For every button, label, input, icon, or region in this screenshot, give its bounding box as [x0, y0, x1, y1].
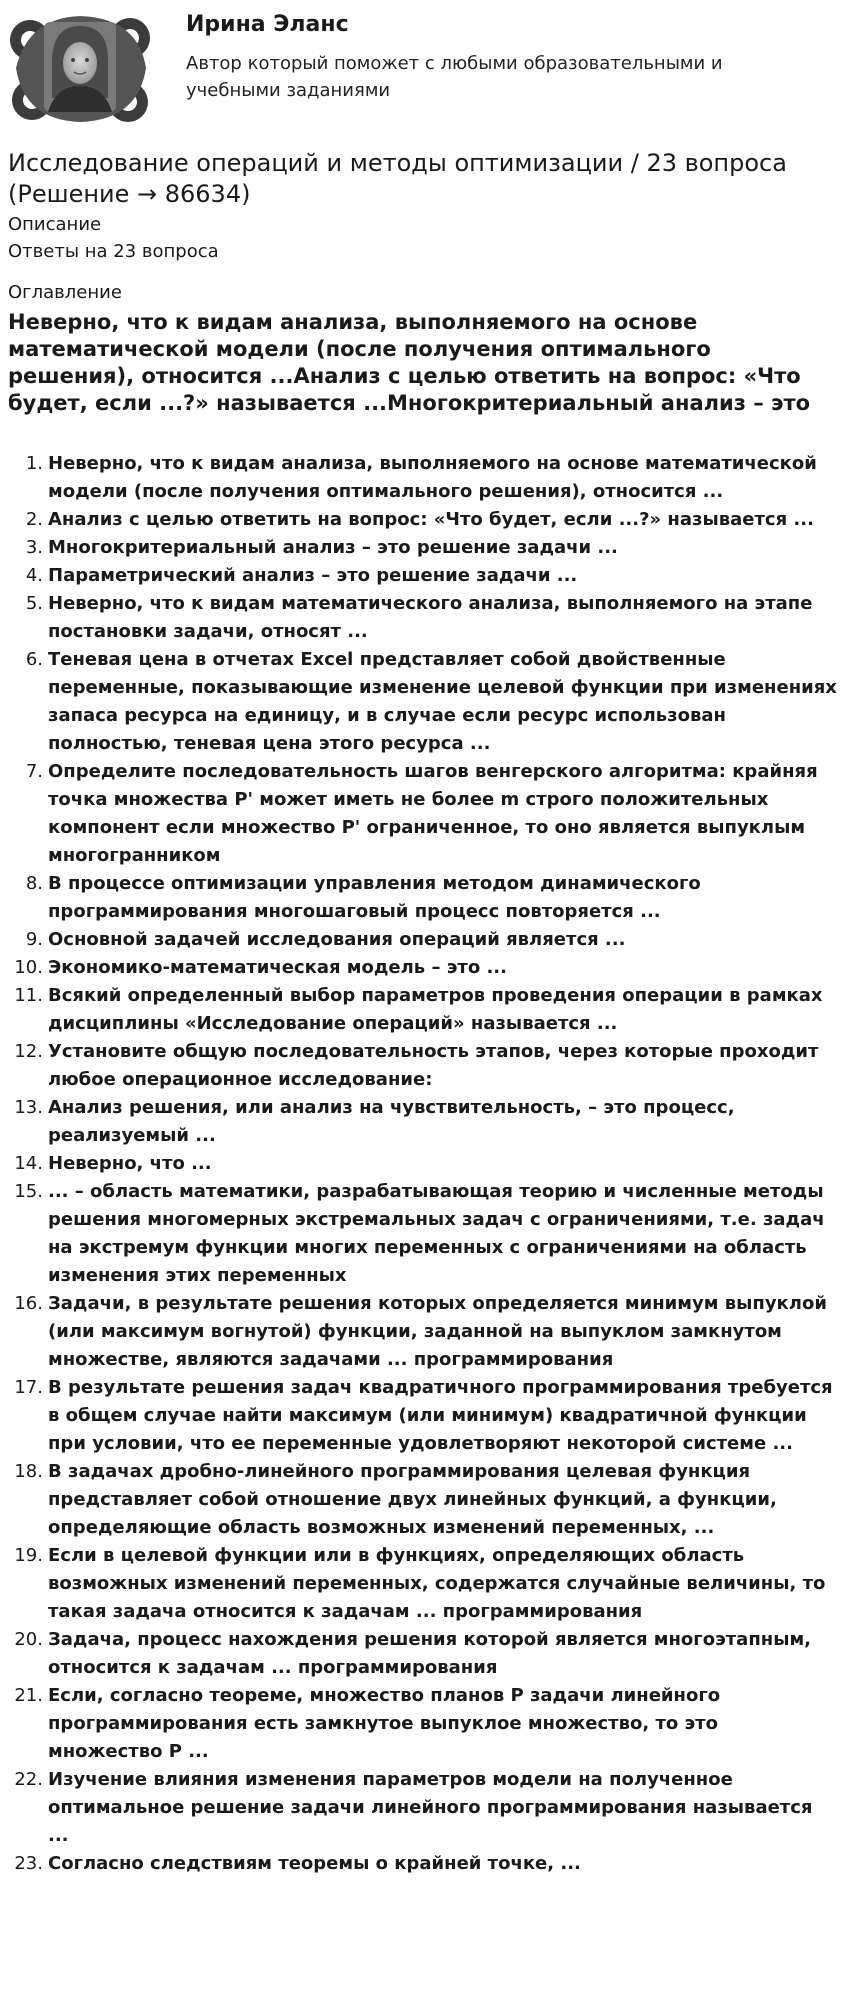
list-item-text: Теневая цена в отчетах Excel представляет собой двойственные переменные, показывающие изменение целевой функции при изменениях запаса ресурса на единицу, и в случае если ресурс использован полностью, теневая цена этого ресурса ... — [48, 649, 837, 754]
list-item-text: Экономико-математическая модель – это ... — [48, 957, 507, 978]
list-item-number: 18. — [14, 1461, 43, 1482]
list-item-text: Задачи, в результате решения которых определяется минимум выпуклой (или максимум вогнутой) функции, заданной на выпуклом замкнутом множестве, являются задачами ... программирования — [48, 1293, 827, 1370]
list-item-number: 19. — [14, 1545, 43, 1566]
avatar-image — [8, 8, 153, 126]
list-item — [0, 926, 847, 954]
list-item — [0, 1374, 847, 1458]
list-item-number: 20. — [14, 1629, 43, 1650]
list-item — [0, 534, 847, 562]
list-item — [0, 954, 847, 982]
list-item-number: 21. — [14, 1685, 43, 1706]
avatar[interactable] — [8, 8, 153, 126]
questions-list — [0, 450, 847, 1878]
list-item — [0, 982, 847, 1038]
list-item-number: 14. — [14, 1153, 43, 1174]
toc-heading: Неверно, что к видам анализа, выполняемого на основе математической модели (после получения оптимального решения), относится ...Анализ с целью ответить на вопрос: «Что будет, если ...?» называется ...Многокритериальный анализ – это — [8, 310, 811, 415]
description-label: Описание — [8, 214, 102, 235]
description-text: Ответы на 23 вопроса — [8, 241, 219, 262]
list-item-text: Если в целевой функции или в функциях, определяющих область возможных изменений переменных, содержатся случайные величины, то такая задача относится к задачам ... программирования — [48, 1545, 826, 1622]
list-item-number: 10. — [14, 957, 43, 978]
list-item — [0, 1038, 847, 1094]
list-item-text: Изучение влияния изменения параметров модели на полученное оптимальное решение задачи линейного программирования называется ... — [48, 1769, 813, 1846]
list-item-text: Неверно, что к видам математического анализа, выполняемого на этапе постановки задачи, относят ... — [48, 593, 813, 642]
list-item — [0, 1682, 847, 1766]
list-item-number: 22. — [14, 1769, 43, 1790]
list-item-number: 7. — [25, 761, 43, 782]
list-item — [0, 870, 847, 926]
list-item — [0, 590, 847, 646]
list-item-text: Неверно, что к видам анализа, выполняемого на основе математической модели (после получения оптимального решения), относится ... — [48, 453, 817, 502]
list-item-number: 23. — [14, 1853, 43, 1874]
list-item-text: Всякий определенный выбор параметров проведения операции в рамках дисциплины «Исследование операций» называется ... — [48, 985, 823, 1034]
list-item-number: 8. — [25, 873, 43, 894]
list-item-text: В процессе оптимизации управления методом динамического программирования многошаговый процесс повторяется ... — [48, 873, 701, 922]
list-item-number: 9. — [25, 929, 43, 950]
list-item-text: Если, согласно теореме, множество планов P задачи линейного программирования есть замкнутое выпуклое множество, то это множество P ... — [48, 1685, 721, 1762]
list-item — [0, 1626, 847, 1682]
list-item — [0, 1458, 847, 1542]
author-card — [0, 0, 847, 130]
list-item — [0, 1766, 847, 1850]
list-item-number: 6. — [25, 649, 43, 670]
list-item — [0, 758, 847, 870]
list-item-text: Параметрический анализ – это решение задачи ... — [48, 565, 578, 586]
list-item — [0, 506, 847, 534]
list-item-text: Определите последовательность шагов венгерского алгоритма: крайняя точка множества P' может иметь не более m строго положительных компонент если множество P' ограниченное, то оно является выпуклым многогранником — [48, 761, 818, 866]
list-item — [0, 1542, 847, 1626]
list-item-text: Установите общую последовательность этапов, через которые проходит любое операционное исследование: — [48, 1041, 819, 1090]
list-item-number: 11. — [14, 985, 43, 1006]
list-item — [0, 646, 847, 758]
author-description: Автор который поможет с любыми образовательными и учебными заданиями — [186, 53, 723, 101]
list-item — [0, 1178, 847, 1290]
page-title: Исследование операций и методы оптимизации / 23 вопроса (Решение → 86634) — [8, 149, 787, 208]
list-item-number: 4. — [25, 565, 43, 586]
list-item — [0, 1150, 847, 1178]
list-item-number: 2. — [25, 509, 43, 530]
author-name[interactable]: Ирина Эланс — [186, 12, 349, 37]
list-item-text: В задачах дробно-линейного программирования целевая функция представляет собой отношение двух линейных функций, а функции, определяющие область возможных изменений переменных, ... — [48, 1461, 777, 1538]
list-item-number: 3. — [25, 537, 43, 558]
list-item-number: 16. — [14, 1293, 43, 1314]
list-item-text: Задача, процесс нахождения решения которой является многоэтапным, относится к задачам ... программирования — [48, 1629, 812, 1678]
list-item-text: Анализ с целью ответить на вопрос: «Что будет, если ...?» называется ... — [48, 509, 814, 530]
list-item-text: В результате решения задач квадратичного программирования требуется в общем случае найти максимум (или минимум) квадратичной функции при условии, что ее переменные удовлетворяют некоторой системе ... — [48, 1377, 833, 1454]
list-item-number: 12. — [14, 1041, 43, 1062]
list-item-number: 5. — [25, 593, 43, 614]
list-item-text: Согласно следствиям теоремы о крайней точке, ... — [48, 1853, 581, 1874]
list-item-text: ... – область математики, разрабатывающая теорию и численные методы решения многомерных экстремальных задач с ограничениями, т.е. задач на экстремум функции многих переменных с ограничениями на область изменения этих переменных — [48, 1181, 825, 1286]
list-item — [0, 562, 847, 590]
list-item — [0, 1850, 847, 1878]
list-item-number: 15. — [14, 1181, 43, 1202]
list-item-number: 13. — [14, 1097, 43, 1118]
list-item-number: 1. — [25, 453, 43, 474]
list-item-number: 17. — [14, 1377, 43, 1398]
list-item-text: Анализ решения, или анализ на чувствительность, – это процесс, реализуемый ... — [48, 1097, 735, 1146]
list-item — [0, 1094, 847, 1150]
list-item — [0, 1290, 847, 1374]
list-item — [0, 450, 847, 506]
list-item-text: Неверно, что ... — [48, 1153, 212, 1174]
toc-label: Оглавление — [8, 282, 122, 303]
list-item-text: Многокритериальный анализ – это решение задачи ... — [48, 537, 618, 558]
list-item-text: Основной задачей исследования операций является ... — [48, 929, 626, 950]
